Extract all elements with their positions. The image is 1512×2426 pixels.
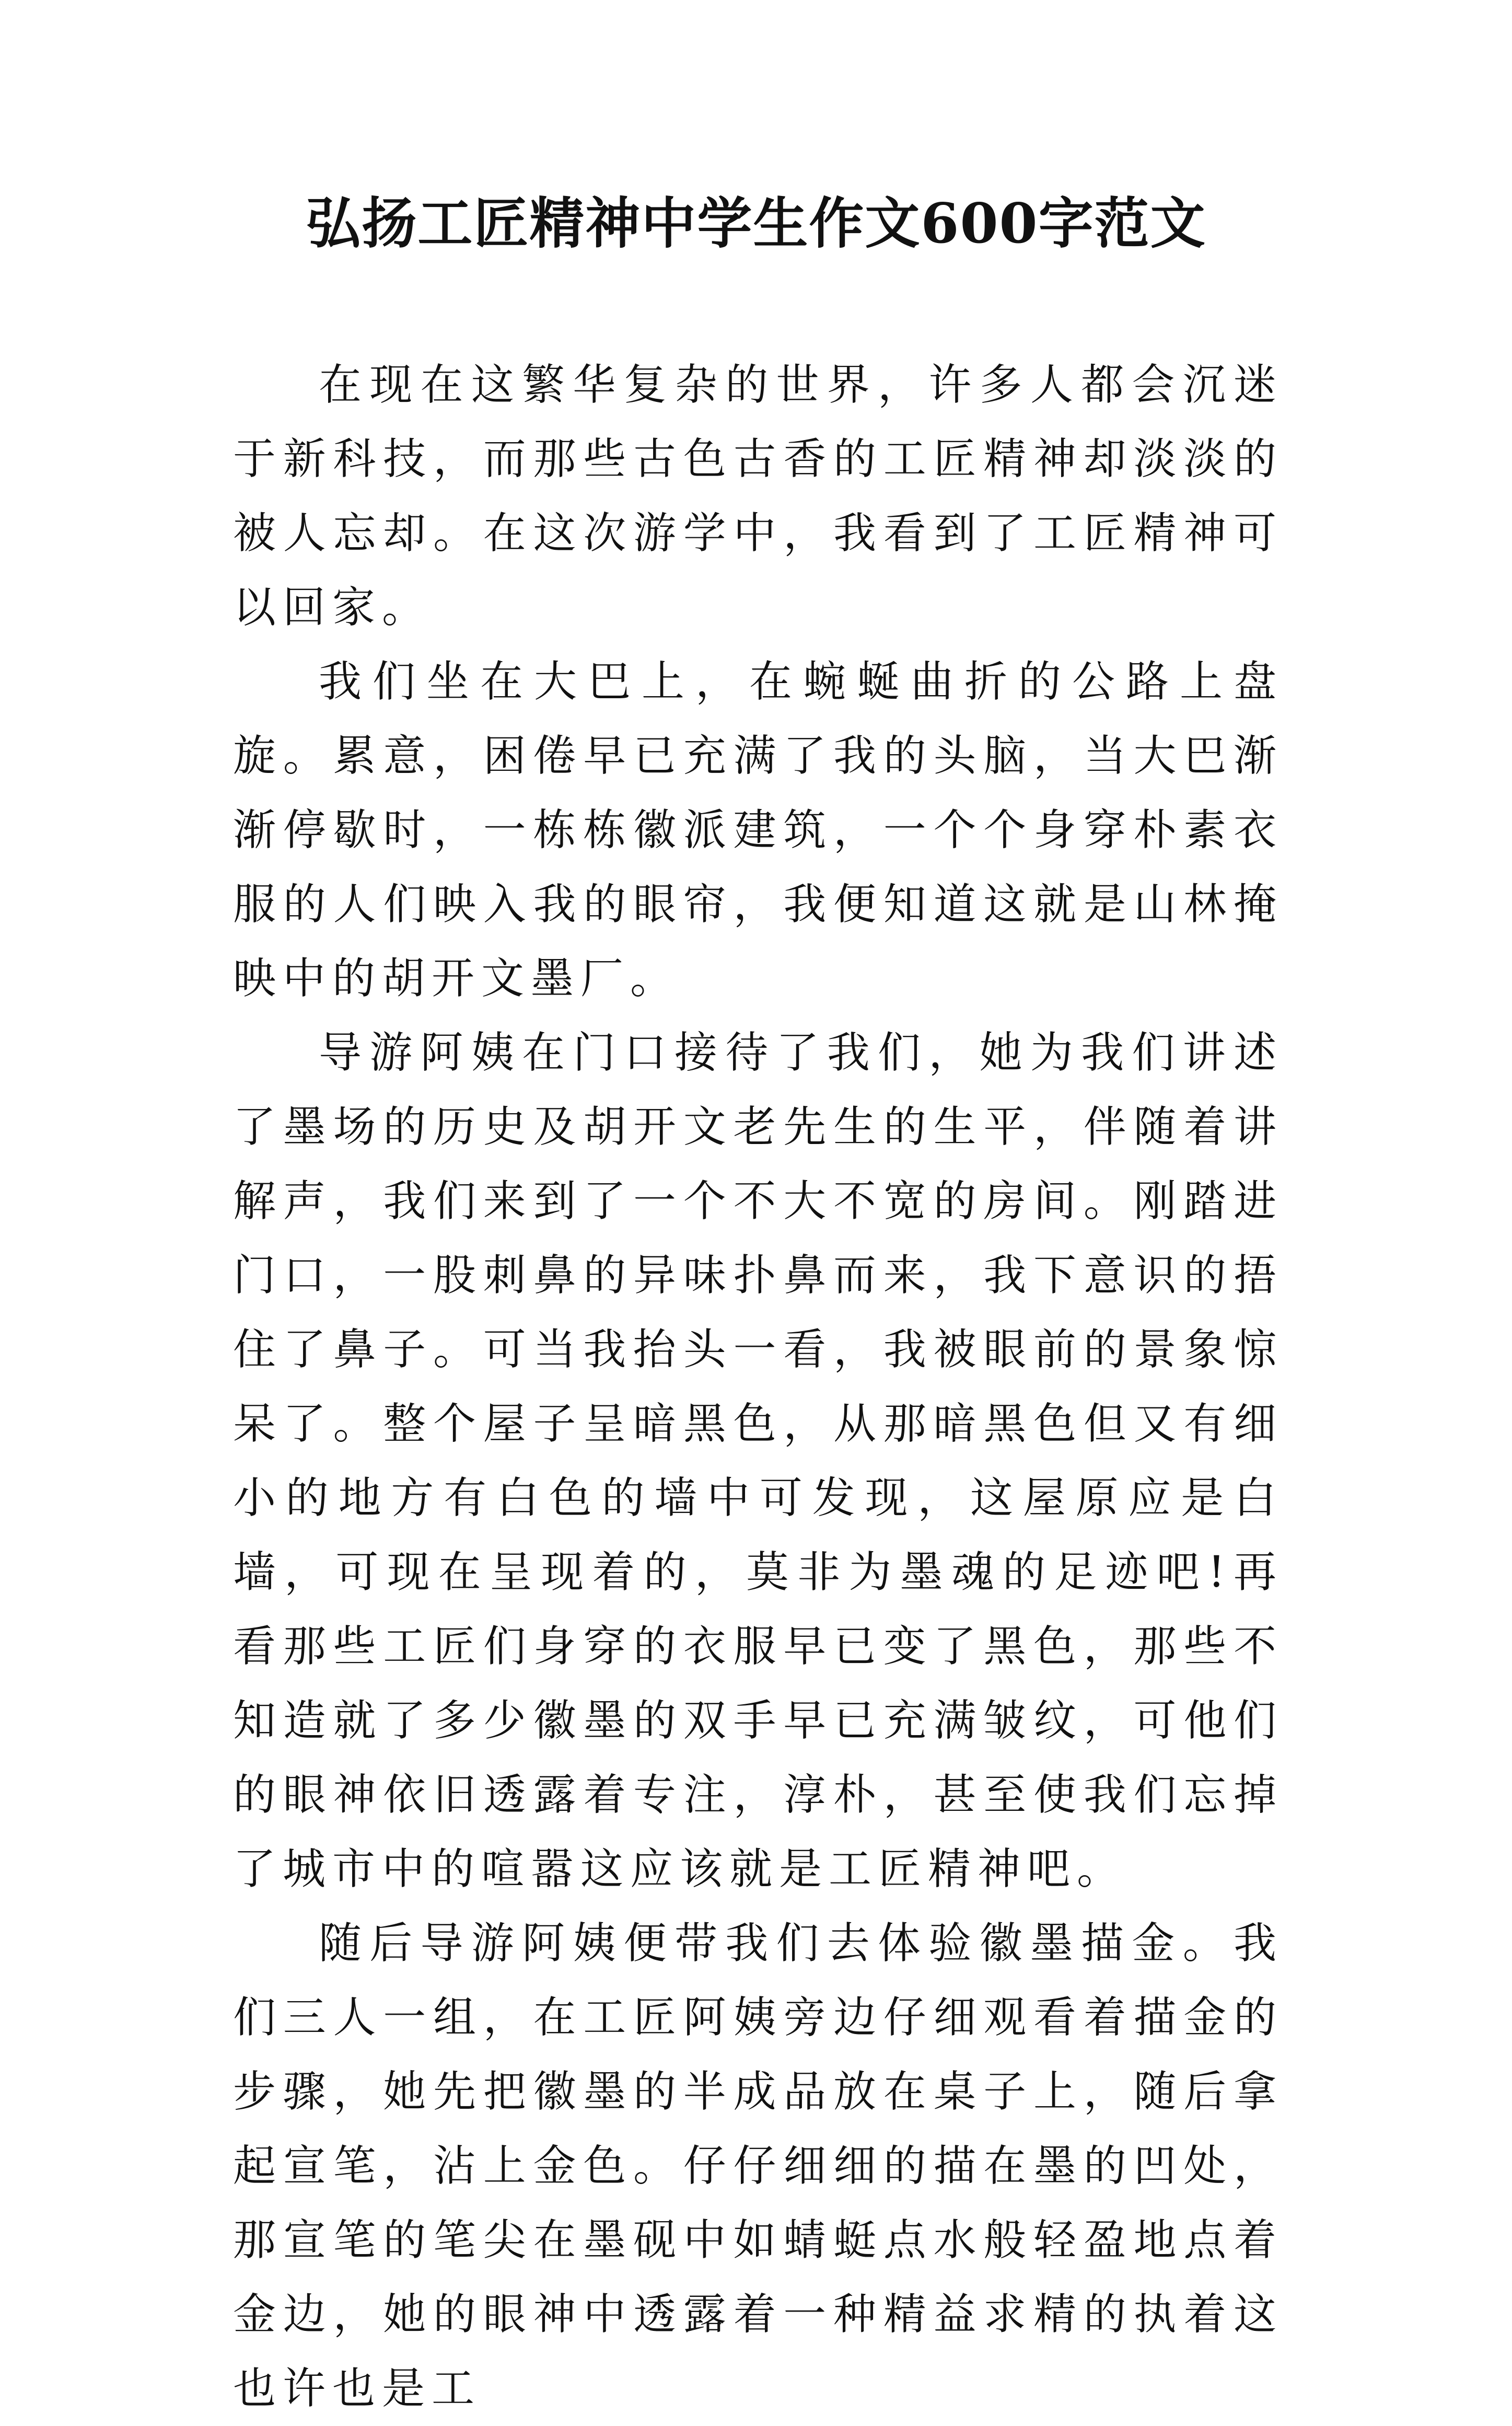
paragraph: 导游阿姨在门口接待了我们，她为我们讲述了墨场的历史及胡开文老先生的生平，伴随着讲解声，我们来到了一个不大不宽的房间。刚踏进门口，一股刺鼻的异味扑鼻而来，我下意识的捂住了鼻子。可当我抬头一看，我被眼前的景象惊呆了。整个屋子呈暗黑色，从那暗黑色但又有细小的地方有白色的墙中可发现，这屋原应是白墙，可现在呈现着的，莫非为墨魂的足迹吧!再看那些工匠们身穿的衣服早已变了黑色，那些不知造就了多少徽墨的双手早已充满皱纹，可他们的眼神依旧透露着专注，淳朴，甚至使我们忘掉了城市中的喧嚣这应该就是工匠精神吧。 — [233, 1028, 1283, 1894]
paragraph: 随后导游阿姨便带我们去体验徽墨描金。我们三人一组，在工匠阿姨旁边仔细观看着描金的步骤，她先把徽墨的半成品放在桌子上，随后拿起宣笔，沾上金色。仔仔细细的描在墨的凹处，那宣笔的笔尖在墨砚中如蜻蜓点水般轻盈地点着金边，她的眼神中透露着一种精益求精的执着这也许也是工 — [233, 1919, 1283, 2413]
document-title: 弘扬工匠精神中学生作文600字范文 — [306, 191, 1206, 256]
paragraph: 在现在这繁华复杂的世界，许多人都会沉迷于新科技，而那些古色古香的工匠精神却淡淡的被人忘却。在这次游学中，我看到了工匠精神可以回家。 — [233, 360, 1283, 632]
paragraph: 我们坐在大巴上，在蜿蜒曲折的公路上盘旋。累意，困倦早已充满了我的头脑，当大巴渐渐停歇时，一栋栋徽派建筑，一个个身穿朴素衣服的人们映入我的眼帘，我便知道这就是山林掩映中的胡开文墨厂。 — [233, 657, 1283, 1003]
document-body — [233, 348, 1283, 2426]
